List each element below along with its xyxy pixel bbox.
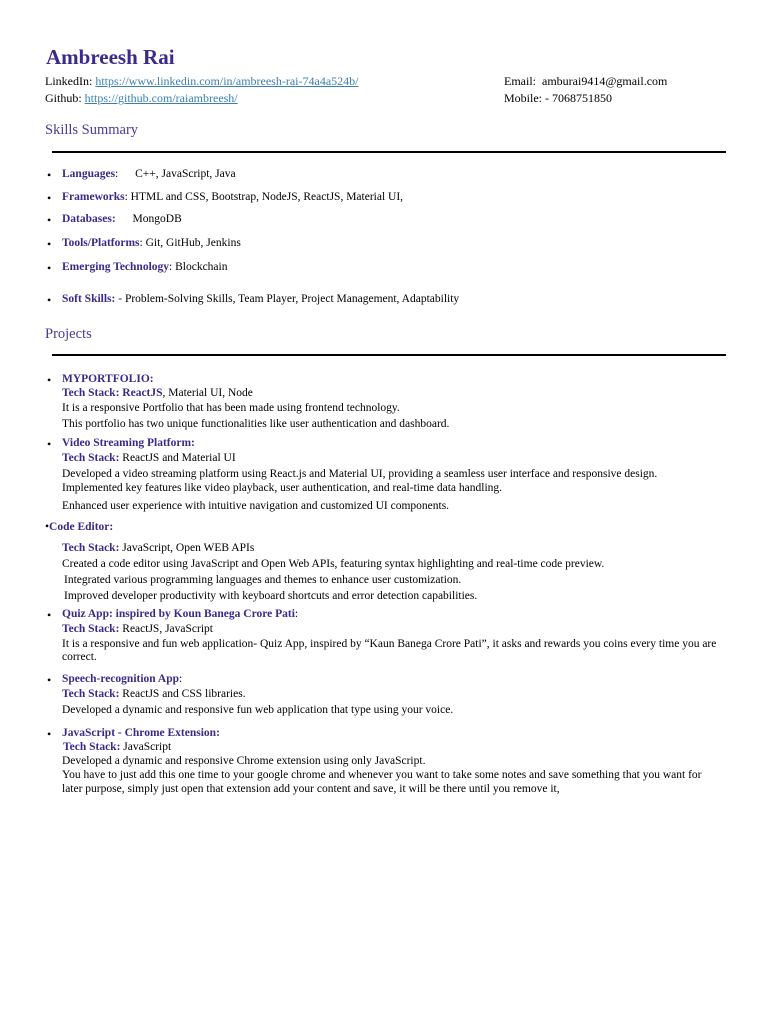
linkedin-label: LinkedIn: <box>45 74 93 88</box>
project-title: Quiz App: inspired by Koun Banega Crore Pati <box>62 608 295 620</box>
bullet: • <box>47 293 52 307</box>
tech-stack-value: ReactJS and Material UI <box>122 452 236 464</box>
skill-frameworks <box>62 191 403 203</box>
email-label: Email: <box>504 74 536 88</box>
skill-value: Git, GitHub, Jenkins <box>145 237 241 249</box>
projects-heading: Projects <box>45 326 92 342</box>
project-description-line: Integrated various programming languages and themes to enhance user customization. <box>64 574 462 586</box>
tech-stack-label: Tech Stack: <box>62 688 120 700</box>
skill-sep: : <box>139 237 143 249</box>
project-description-line: later purpose, simply just open that extension add your content and save, it will be there until you remove it, <box>62 783 560 795</box>
project-description-line: You have to just add this one time to your google chrome and whenever you want to take some notes and save something that you want for <box>62 769 702 781</box>
tech-stack-label: Tech Stack: <box>62 623 120 635</box>
skill-label: Languages <box>62 168 116 180</box>
bullet: • <box>47 673 52 687</box>
project-description-line: Implemented key features like video playback, user authentication, and real-time data handling. <box>62 482 503 494</box>
skill-label: Emerging Technology <box>62 261 170 273</box>
skill-label: Databases: <box>62 213 116 225</box>
skill-sep: : <box>169 261 173 273</box>
project-title: JavaScript - Chrome Extension: <box>62 727 220 739</box>
bullet: • <box>47 608 52 622</box>
project-description-line: Improved developer productivity with keyboard shortcuts and error detection capabilities. <box>64 590 478 602</box>
project-title: MYPORTFOLIO: <box>62 373 154 385</box>
linkedin-row <box>45 74 359 89</box>
project-tech-stack <box>62 387 253 399</box>
skill-sep: : <box>115 168 119 180</box>
skill-value: Problem-Solving Skills, Team Player, Project Management, Adaptability <box>124 293 460 305</box>
project-description-line: It is a responsive and fun web application- Quiz App, inspired by “Kaun Banega Crore Pati”, it asks and rewards you coins every time you are <box>62 638 717 650</box>
project-tech-stack <box>63 741 171 753</box>
project-description-line: Developed a dynamic and responsive Chrome extension using only JavaScript. <box>62 755 426 767</box>
resume-name: Ambreesh Rai <box>46 45 175 69</box>
tech-stack-value: ReactJS, JavaScript <box>122 623 213 635</box>
project-description-line: correct. <box>62 651 97 663</box>
project-description-line: Enhanced user experience with intuitive navigation and customized UI components. <box>62 500 450 512</box>
email-row <box>504 74 667 89</box>
project-title-row <box>62 608 298 620</box>
skill-value: MongoDB <box>132 213 182 225</box>
tech-stack-value: JavaScript, Open WEB APIs <box>122 542 255 554</box>
tech-stack-value: JavaScript <box>123 741 172 753</box>
tech-stack-label: Tech Stack: <box>62 542 120 554</box>
bullet: • <box>47 373 52 387</box>
project-title-row <box>62 673 182 685</box>
project-description-line: Developed a dynamic and responsive fun web application that type using your voice. <box>62 704 454 716</box>
bullet: • <box>47 168 52 182</box>
skill-value: C++, JavaScript, Java <box>135 168 236 180</box>
github-row <box>45 91 238 106</box>
title-suffix: : <box>294 608 299 620</box>
tech-stack-label: Tech Stack: <box>62 387 120 399</box>
skill-databases <box>62 213 182 225</box>
bullet: • <box>47 191 52 205</box>
bullet: • <box>47 237 52 251</box>
github-link[interactable]: https://github.com/raiambreesh/ <box>84 91 238 105</box>
skills-divider <box>52 151 726 153</box>
project-tech-stack <box>62 623 213 635</box>
email-value: amburai9414@gmail.com <box>542 74 668 88</box>
tech-stack-value: ReactJS and CSS libraries. <box>122 688 246 700</box>
project-title: Video Streaming Platform: <box>62 437 195 449</box>
bullet: • <box>47 727 52 741</box>
bullet: • <box>47 437 52 451</box>
project-description-line: It is a responsive Portfolio that has been made using frontend technology. <box>62 402 400 414</box>
project-tech-stack <box>62 688 246 700</box>
skill-languages <box>62 168 236 180</box>
skills-summary-heading: Skills Summary <box>45 122 139 138</box>
bullet: • <box>47 261 52 275</box>
skill-label: Soft Skills: - <box>62 293 123 305</box>
bullet: • <box>45 521 50 533</box>
project-description-line: Developed a video streaming platform using React.js and Material UI, providing a seamless user interface and responsive design. <box>62 468 658 480</box>
tech-stack-value: , Material UI, Node <box>162 387 253 399</box>
skill-value: HTML and CSS, Bootstrap, NodeJS, ReactJS, Material UI, <box>130 191 404 203</box>
tech-stack-highlight: ReactJS <box>122 387 163 399</box>
project-title: Speech-recognition App <box>62 673 180 685</box>
project-tech-stack <box>62 542 254 554</box>
title-suffix: : <box>179 673 183 685</box>
mobile-value: Mobile: - 7068751850 <box>504 91 612 105</box>
skill-soft <box>62 293 459 305</box>
github-label: Github: <box>45 91 82 105</box>
linkedin-link[interactable]: https://www.linkedin.com/in/ambreesh-rai-74a4a524b/ <box>95 74 359 88</box>
project-tech-stack <box>62 452 236 464</box>
bullet: • <box>47 213 52 227</box>
project-description-line: Created a code editor using JavaScript and Open Web APIs, featuring syntax highlighting and real-time code preview. <box>62 558 605 570</box>
tech-stack-label: Tech Stack: <box>63 741 121 753</box>
project-description-line: This portfolio has two unique functionalities like user authentication and dashboard. <box>62 418 450 430</box>
project-title: Code Editor: <box>49 521 114 533</box>
skill-label: Tools/Platforms <box>62 237 140 249</box>
projects-divider <box>52 354 726 356</box>
skill-emerging <box>62 261 227 273</box>
project-title-row <box>45 521 113 533</box>
skill-value: Blockchain <box>175 261 228 273</box>
skill-sep: : <box>124 191 128 203</box>
skill-tools <box>62 237 241 249</box>
skill-label: Frameworks <box>62 191 125 203</box>
tech-stack-label: Tech Stack: <box>62 452 120 464</box>
